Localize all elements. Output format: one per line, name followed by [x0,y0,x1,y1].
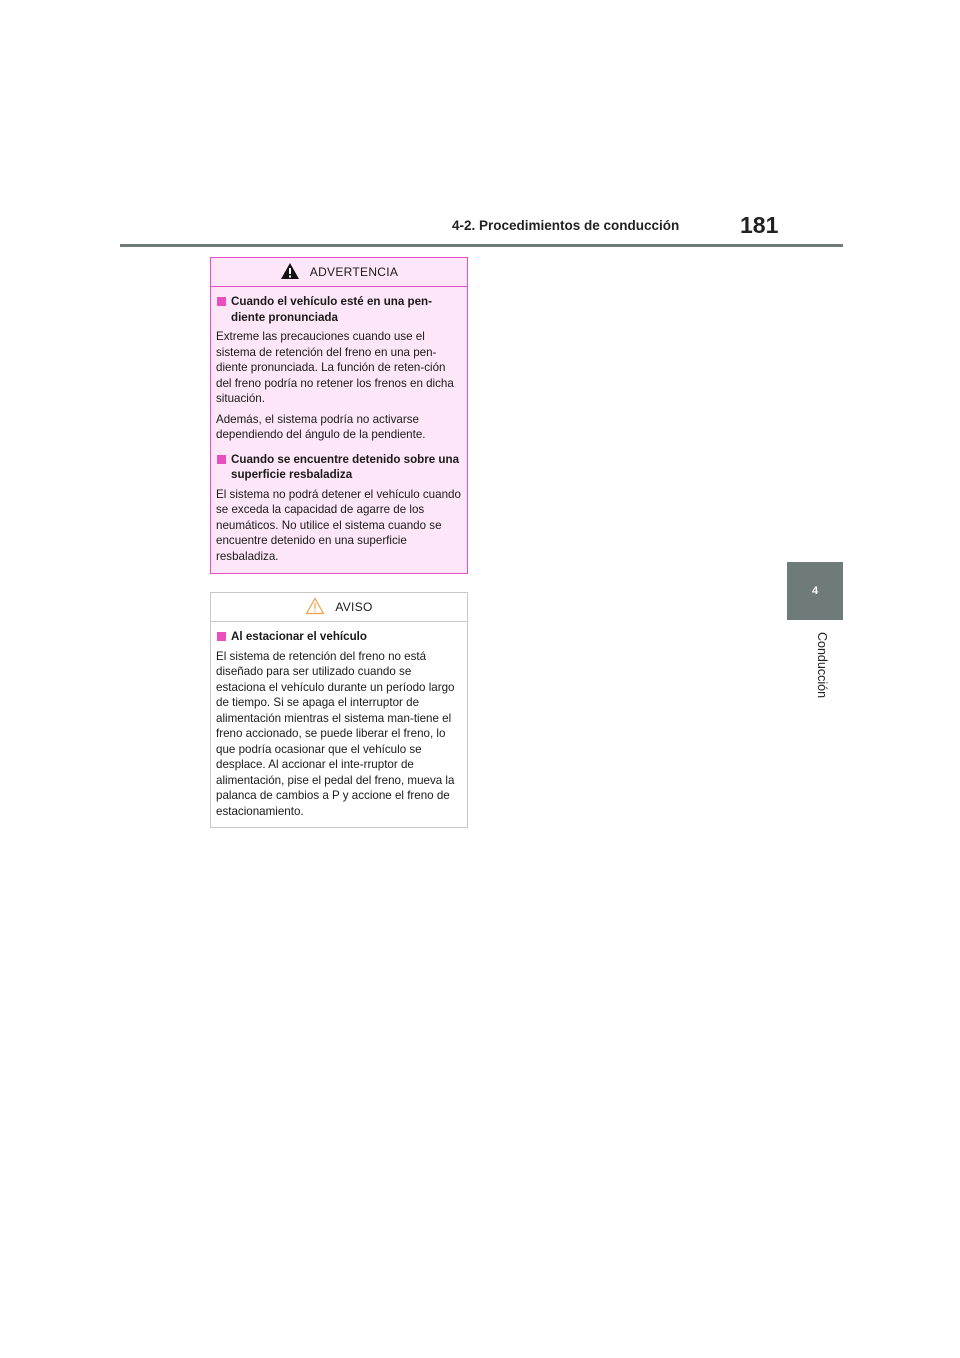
header-rule [120,244,843,247]
warning-header [211,258,467,287]
caution-box [210,592,468,828]
square-bullet-icon [217,632,226,641]
caution-body [211,622,467,819]
page-number: 181 [740,212,779,238]
warning-subheading-2 [216,452,461,483]
caution-paragraph: El sistema de retención del freno no está diseñado para ser utilizado cuando se estaciona el vehículo durante un período largo de tiempo. Si se apaga el interruptor de alimentación mientras el sistema man-tiene el freno accionado, se puede liberar el freno, lo que podría ocasionar que el vehículo se desplace. Al accionar el inte-rruptor de alimentación, pise el pedal del freno, mueva la palanca de cambios a P y accione el freno de estacionamiento. [216,649,455,818]
chapter-label: Conducción [815,632,829,699]
warning-title: ADVERTENCIA [309,265,399,279]
square-bullet-icon [217,297,226,306]
subheading-text: Cuando se encuentre detenido sobre una superficie resbaladiza [231,452,460,481]
warning-body [211,287,467,564]
square-bullet-icon [217,455,226,464]
section-title: 4-2. Procedimientos de conducción [452,218,680,233]
warning-triangle-icon [280,262,300,283]
chapter-number: 4 [811,585,819,597]
caution-triangle-icon [305,597,325,618]
caution-subheading-1 [216,629,461,645]
warning-paragraph: Extreme las precauciones cuando use el sistema de retención del freno en una pen-diente pronunciada. La función de reten-ción del freno podría no retener los frenos en dicha situación. [216,330,454,405]
warning-box [210,257,468,574]
warning-paragraph: El sistema no podrá detener el vehículo cuando se exceda la capacidad de agarre de los neumáticos. No utilice el sistema cuando se encuentre detenido en una superficie resbaladiza. [216,487,461,563]
subheading-text: Cuando el vehículo esté en una pen-diente pronunciada [231,295,432,324]
caution-header [211,593,467,622]
caution-title: AVISO [335,600,373,614]
chapter-tab [787,562,843,620]
warning-paragraph: Además, el sistema podría no activarse dependiendo del ángulo de la pendiente. [216,412,426,441]
warning-subheading-1 [216,294,461,325]
subheading-text: Al estacionar el vehículo [231,630,367,643]
